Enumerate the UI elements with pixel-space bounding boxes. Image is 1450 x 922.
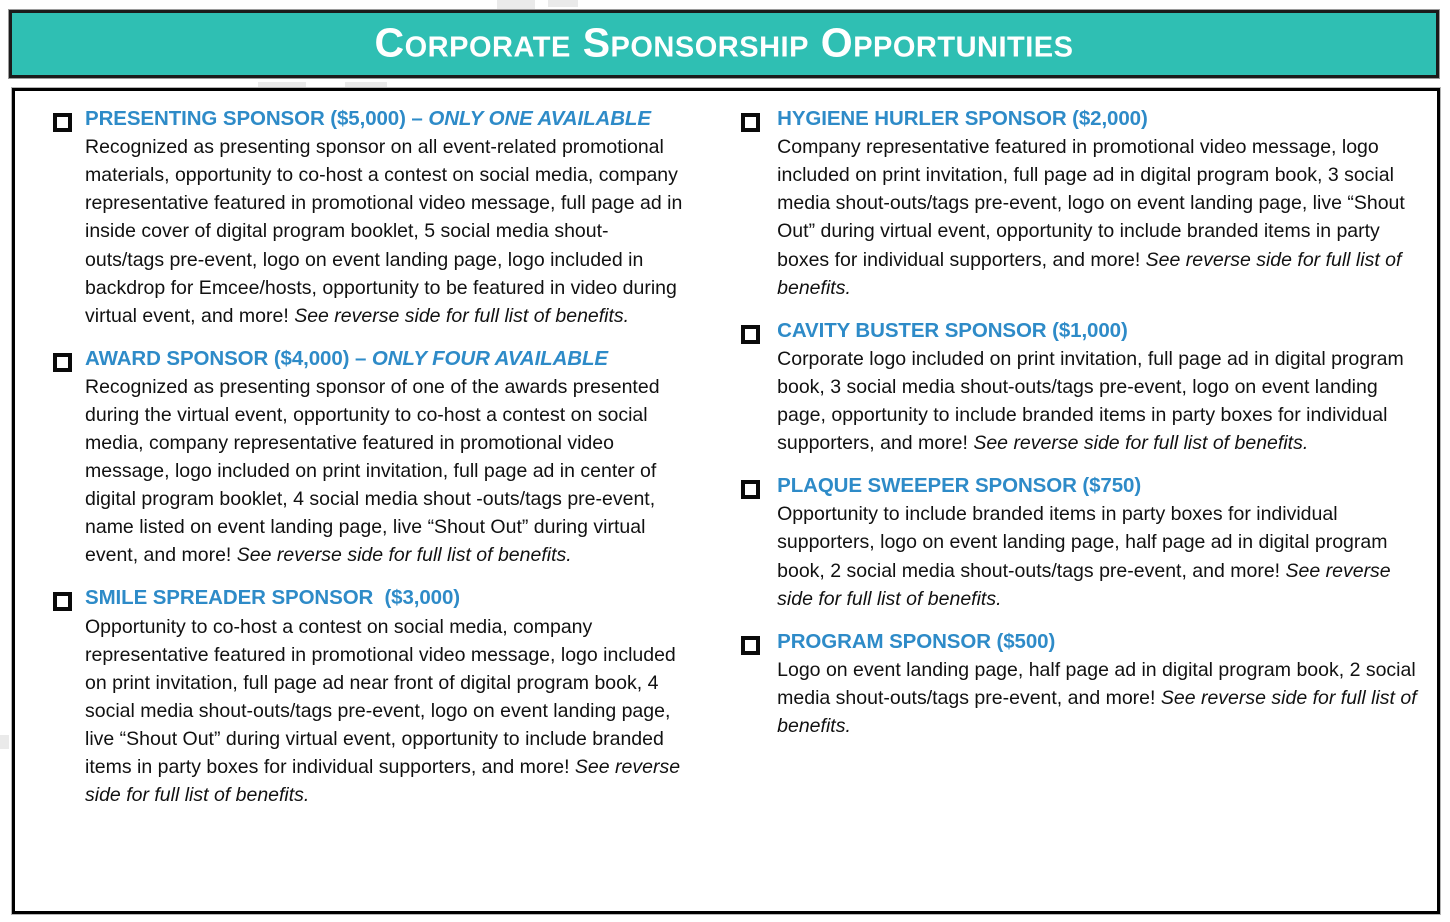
sponsor-availability-note: ONLY FOUR AVAILABLE [371, 346, 608, 370]
sponsor-tier-block [729, 630, 1427, 740]
sponsor-benefits-text: Opportunity to include branded items in party boxes for individual supporters, logo on event landing page, half page ad in digital program book, 2 social media shout-outs/tags pre-event, and more! [777, 503, 1388, 582]
sponsor-benefits-description [85, 133, 685, 330]
sponsor-tier-name: PROGRAM SPONSOR ($500) [777, 629, 1056, 653]
sponsor-tier-name: HYGIENE HURLER SPONSOR ($2,000) [777, 107, 1148, 130]
scan-artifact [0, 735, 9, 749]
sponsorship-content-frame [12, 88, 1440, 914]
see-reverse-note: See reverse side for full list of benefits. [777, 559, 1391, 610]
sponsor-tier-block [729, 107, 1427, 302]
sponsor-availability-note: ONLY ONE AVAILABLE [428, 107, 651, 130]
unchecked-checkbox-icon[interactable] [741, 636, 760, 655]
unchecked-checkbox-icon[interactable] [53, 592, 72, 611]
unchecked-checkbox-icon[interactable] [741, 480, 760, 499]
sponsor-tier-name: CAVITY BUSTER SPONSOR ($1,000) [777, 318, 1128, 342]
sponsor-tier-block [35, 107, 709, 330]
sponsor-benefits-description [777, 500, 1427, 612]
unchecked-checkbox-icon[interactable] [741, 325, 760, 344]
page-title: Corporate Sponsorship Opportunities [374, 19, 1074, 66]
sponsor-tier-name: PLAQUE SWEEPER SPONSOR ($750) [777, 474, 1142, 498]
see-reverse-note: See reverse side for full list of benefits. [777, 248, 1402, 299]
sponsor-benefits-text: Logo on event landing page, half page ad in digital program book, 2 social media shout-outs/tags pre-event, and more! [777, 658, 1416, 709]
sponsor-benefits-description [777, 133, 1427, 301]
see-reverse-note: See reverse side for full list of benefits. [973, 432, 1309, 455]
scan-artifact [548, 0, 578, 7]
sponsor-tier-title [777, 630, 1427, 654]
see-reverse-note: See reverse side for full list of benefits. [85, 756, 681, 807]
see-reverse-note: See reverse side for full list of benefits. [294, 304, 630, 327]
sponsor-tier-title [85, 107, 709, 131]
sponsor-benefits-text: Corporate logo included on print invitation, full page ad in digital program book, 3 social media shout-outs/tags pre-event, logo on event landing page, opportunity to include branded items in party boxes for individual supporters, and more! [777, 347, 1404, 455]
see-reverse-note: See reverse side for full list of benefits. [236, 544, 572, 567]
sponsor-tier-title [85, 347, 709, 371]
sponsor-benefits-description [85, 613, 685, 810]
sponsor-benefits-description [85, 373, 685, 570]
sponsor-tier-title [777, 319, 1427, 343]
sponsor-tier-name: PRESENTING SPONSOR ($5,000) – [85, 107, 429, 130]
sponsor-columns [15, 91, 1437, 911]
sponsor-benefits-text: Recognized as presenting sponsor on all event-related promotional materials, opportunity to co-host a contest on social media, company representative featured in promotional video message, full page ad in inside cover of digital program booklet, 5 social media shout-outs/tags pre-event, logo on event landing page, logo included in backdrop for Emcee/hosts, opportunity to be featured in video during virtual event, and more! [85, 136, 683, 327]
unchecked-checkbox-icon[interactable] [53, 113, 72, 132]
scan-artifact [497, 0, 535, 9]
sponsor-tier-name: AWARD SPONSOR ($4,000) – [85, 346, 372, 370]
page-header-banner [9, 10, 1439, 78]
see-reverse-note: See reverse side for full list of benefits. [777, 686, 1417, 737]
sponsor-column-right [717, 107, 1427, 911]
sponsor-tier-name: SMILE SPREADER SPONSOR ($3,000) [85, 586, 461, 610]
sponsor-benefits-text: Company representative featured in promotional video message, logo included on print invitation, full page ad in digital program book, 3 social media shout-outs/tags pre-event, logo on event landing page, live “Shout Out” during virtual event, opportunity to include branded items in party boxes for individual supporters, and more! [777, 136, 1405, 271]
sponsor-tier-block [35, 586, 709, 809]
sponsor-column-left [35, 107, 717, 911]
sponsor-benefits-description [777, 656, 1427, 740]
sponsor-tier-block [729, 474, 1427, 613]
sponsor-tier-block [35, 347, 709, 570]
sponsor-benefits-text: Recognized as presenting sponsor of one of the awards presented during the virtual event, opportunity to co-host a contest on social media, company representative featured in promotional video message, logo included on print invitation, full page ad in center of digital program booklet, 4 social media shout -outs/tags pre-event, name listed on event landing page, live “Shout Out” during virtual event, and more! [85, 375, 660, 567]
sponsor-tier-title [777, 474, 1427, 498]
sponsor-tier-title [85, 586, 709, 610]
unchecked-checkbox-icon[interactable] [53, 353, 72, 372]
sponsor-benefits-description [777, 345, 1427, 457]
sponsor-benefits-text: Opportunity to co-host a contest on social media, company representative featured in promotional video message, logo included on print invitation, full page ad near front of digital program book, 4 social media shout-outs/tags pre-event, logo on event landing page, live “Shout Out” during virtual event, opportunity to include branded items in party boxes for individual supporters, and more! [85, 615, 676, 779]
sponsor-tier-title [777, 107, 1427, 131]
unchecked-checkbox-icon[interactable] [741, 113, 760, 132]
sponsor-tier-block [729, 319, 1427, 458]
